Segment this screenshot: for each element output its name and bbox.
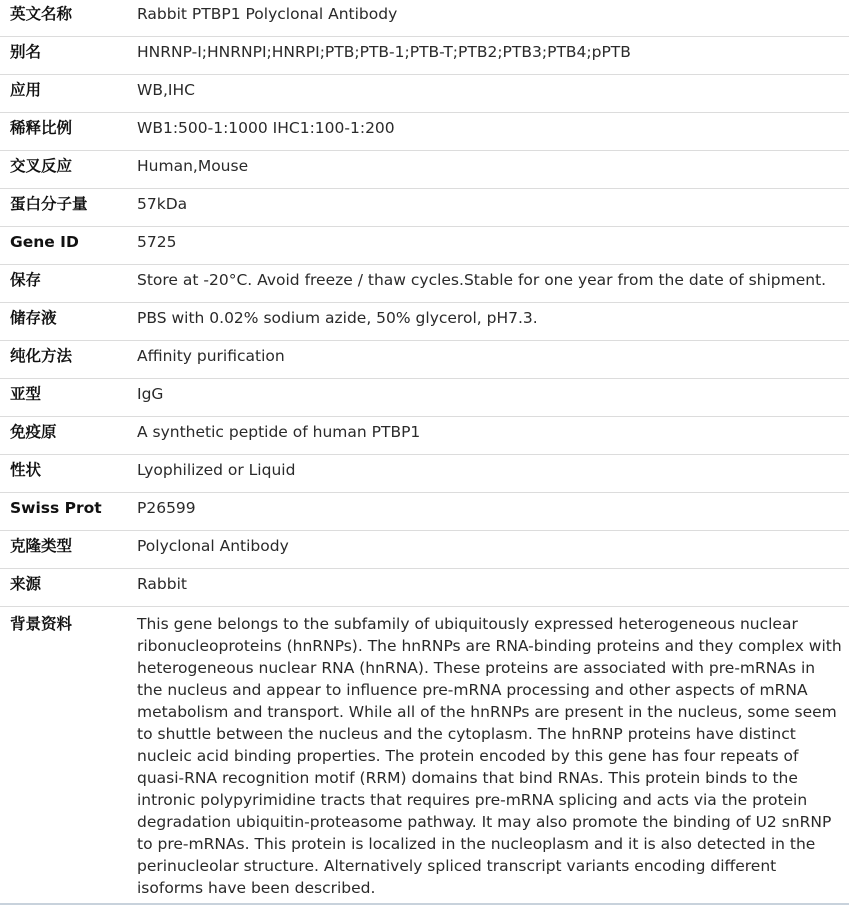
row-label: 保存	[0, 265, 137, 303]
row-value: 5725	[137, 227, 849, 265]
row-value: Store at -20°C. Avoid freeze / thaw cycles.Stable for one year from the date of shipment.	[137, 265, 849, 303]
row-immunogen	[0, 417, 849, 455]
row-value: Rabbit	[137, 569, 849, 607]
background-paragraph: This gene belongs to the subfamily of ubiquitously expressed heterogeneous nuclear ribonucleoproteins (hnRNPs). The hnRNPs are RNA-binding proteins and they complex with heterogeneous nuclear RNA (hnRNA). These proteins are associated with pre-mRNAs in the nucleus and appear to influence pre-mRNA processing and other aspects of mRNA metabolism and transport. While all of the hnRNPs are present in the nucleus, some seem to shuttle between the nucleus and the cytoplasm. The hnRNP proteins have distinct nucleic acid binding properties. The protein encoded by this gene has four repeats of quasi-RNA recognition motif (RRM) domains that bind RNAs. This protein binds to the intronic polypyrimidine tracts that requires pre-mRNA splicing and acts via the protein degradation ubiquitin-proteasome pathway. It may also promote the binding of U2 snRNP to pre-mRNAs. This protein is localized in the nucleoplasm and it is also detected in the perinucleolar structure. Alternatively spliced transcript variants encoding different isoforms have been described.	[137, 607, 849, 905]
row-label: 亚型	[0, 379, 137, 417]
row-form	[0, 455, 849, 493]
row-english-name	[0, 0, 849, 37]
row-label: 英文名称	[0, 0, 137, 37]
row-value: Rabbit PTBP1 Polyclonal Antibody	[137, 0, 849, 37]
row-value: Lyophilized or Liquid	[137, 455, 849, 493]
row-label: 纯化方法	[0, 341, 137, 379]
row-host	[0, 569, 849, 607]
row-label: Gene ID	[0, 227, 137, 265]
row-isotype	[0, 379, 849, 417]
row-value: 57kDa	[137, 189, 849, 227]
row-label: 免疫原	[0, 417, 137, 455]
row-clonality	[0, 531, 849, 569]
row-value: A synthetic peptide of human PTBP1	[137, 417, 849, 455]
row-value: Human,Mouse	[137, 151, 849, 189]
row-purification	[0, 341, 849, 379]
row-label: 来源	[0, 569, 137, 607]
row-background	[0, 607, 849, 905]
row-application	[0, 75, 849, 113]
row-label: 应用	[0, 75, 137, 113]
row-value: Polyclonal Antibody	[137, 531, 849, 569]
row-value: P26599	[137, 493, 849, 531]
row-swiss-prot	[0, 493, 849, 531]
row-value: WB1:500-1:1000 IHC1:100-1:200	[137, 113, 849, 151]
row-cross-reactivity	[0, 151, 849, 189]
row-label: 性状	[0, 455, 137, 493]
row-label: 储存液	[0, 303, 137, 341]
row-label: 交叉反应	[0, 151, 137, 189]
row-molecular-weight	[0, 189, 849, 227]
row-label: Swiss Prot	[0, 493, 137, 531]
row-gene-id	[0, 227, 849, 265]
row-alias	[0, 37, 849, 75]
row-value: IgG	[137, 379, 849, 417]
row-dilution	[0, 113, 849, 151]
row-label: 别名	[0, 37, 137, 75]
row-value: WB,IHC	[137, 75, 849, 113]
row-storage-buffer	[0, 303, 849, 341]
row-label: 背景资料	[0, 607, 137, 905]
row-value: HNRNP-I;HNRNPI;HNRPI;PTB;PTB-1;PTB-T;PTB2;PTB3;PTB4;pPTB	[137, 37, 849, 75]
row-value: PBS with 0.02% sodium azide, 50% glycerol, pH7.3.	[137, 303, 849, 341]
row-label: 稀释比例	[0, 113, 137, 151]
row-value: Affinity purification	[137, 341, 849, 379]
row-label: 蛋白分子量	[0, 189, 137, 227]
row-label: 克隆类型	[0, 531, 137, 569]
row-storage	[0, 265, 849, 303]
